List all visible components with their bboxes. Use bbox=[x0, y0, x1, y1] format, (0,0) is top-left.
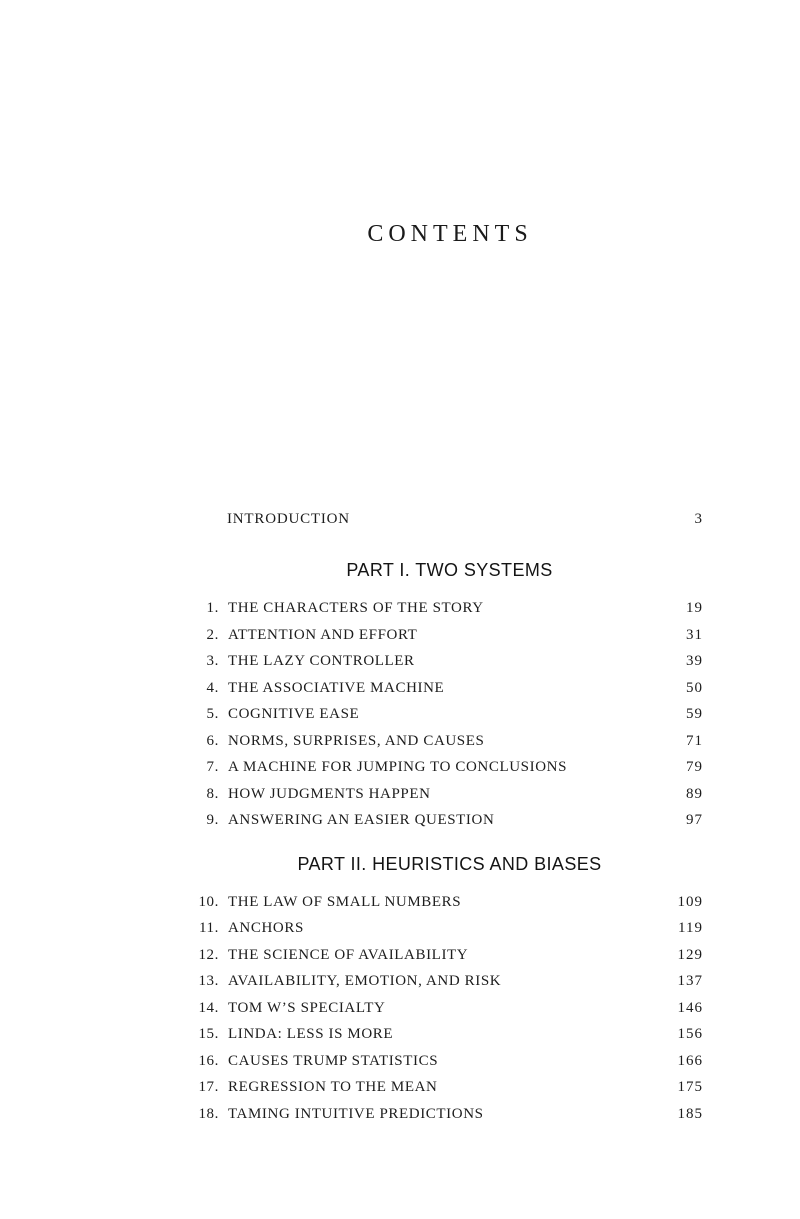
toc-entry bbox=[196, 1021, 703, 1048]
entry-number: 8. bbox=[206, 785, 219, 802]
entry-number: 13. bbox=[198, 973, 219, 989]
toc-entry bbox=[196, 675, 703, 702]
entry-title: TOM W’S SPECIALTY bbox=[228, 999, 386, 1016]
entry-page: 79 bbox=[686, 759, 703, 775]
entry-title: THE LAW OF SMALL NUMBERS bbox=[228, 893, 462, 910]
entry-page: 119 bbox=[678, 920, 703, 936]
entry-title: A MACHINE FOR JUMPING TO CONCLUSIONS bbox=[228, 759, 568, 775]
entry-title: THE SCIENCE OF AVAILABILITY bbox=[228, 946, 469, 963]
entry-title: ATTENTION AND EFFORT bbox=[228, 626, 418, 643]
entry-page: 156 bbox=[677, 1026, 703, 1042]
toc-entry bbox=[196, 595, 703, 622]
entry-title: ANSWERING AN EASIER QUESTION bbox=[228, 812, 495, 828]
table-of-contents bbox=[196, 511, 703, 1127]
entry-page: 59 bbox=[686, 706, 703, 722]
toc-entry bbox=[196, 728, 703, 755]
toc-entry bbox=[196, 942, 703, 969]
entry-title: NORMS, SURPRISES, AND CAUSES bbox=[228, 732, 485, 749]
entry-number: 15. bbox=[198, 1026, 219, 1042]
entry-title: TAMING INTUITIVE PREDICTIONS bbox=[228, 1105, 484, 1122]
entry-page: 97 bbox=[686, 812, 703, 828]
entry-number: 16. bbox=[198, 1052, 219, 1069]
toc-entry bbox=[196, 701, 703, 728]
entry-number: 10. bbox=[198, 893, 219, 910]
entry-page: 146 bbox=[677, 999, 703, 1016]
entry-page: 50 bbox=[686, 679, 703, 696]
entry-number: 9. bbox=[206, 812, 219, 828]
toc-entry bbox=[196, 1101, 703, 1128]
toc-entry bbox=[196, 622, 703, 649]
entry-number: 6. bbox=[206, 732, 219, 749]
entry-number: 12. bbox=[198, 946, 219, 963]
entry-title: CAUSES TRUMP STATISTICS bbox=[228, 1052, 439, 1069]
entry-title: THE ASSOCIATIVE MACHINE bbox=[228, 679, 445, 696]
entry-number: 17. bbox=[198, 1079, 219, 1095]
entry-page: 71 bbox=[686, 732, 703, 749]
entry-title: REGRESSION TO THE MEAN bbox=[228, 1079, 438, 1095]
entry-title: AVAILABILITY, EMOTION, AND RISK bbox=[228, 973, 502, 989]
entry-page: 185 bbox=[677, 1105, 703, 1122]
part-heading-1: PART I. TWO SYSTEMS bbox=[346, 560, 553, 580]
entry-page: 166 bbox=[677, 1052, 703, 1069]
entry-number: 11. bbox=[199, 920, 219, 936]
toc-entry bbox=[196, 889, 703, 916]
entry-page: 109 bbox=[677, 893, 703, 910]
entry-title: INTRODUCTION bbox=[227, 511, 350, 527]
toc-entry bbox=[196, 781, 703, 808]
toc-entry bbox=[196, 807, 703, 834]
entry-number: 2. bbox=[206, 626, 219, 643]
entry-page: 19 bbox=[686, 600, 703, 616]
entry-number: 7. bbox=[206, 759, 219, 775]
toc-entry bbox=[196, 1048, 703, 1075]
toc-entry bbox=[196, 754, 703, 781]
toc-entry bbox=[196, 995, 703, 1022]
entry-page: 39 bbox=[686, 653, 703, 669]
entry-number: 14. bbox=[198, 999, 219, 1016]
entry-page: 137 bbox=[677, 973, 703, 989]
entry-title: THE LAZY CONTROLLER bbox=[228, 653, 415, 669]
entry-number: 1. bbox=[206, 600, 219, 616]
entry-page: 175 bbox=[677, 1079, 703, 1095]
toc-entry bbox=[196, 915, 703, 942]
entry-page: 31 bbox=[686, 626, 703, 643]
page-title: CONTENTS bbox=[367, 221, 533, 247]
entry-number: 4. bbox=[206, 679, 219, 696]
entry-number: 5. bbox=[206, 706, 219, 722]
entry-title: HOW JUDGMENTS HAPPEN bbox=[228, 785, 431, 802]
entry-title: ANCHORS bbox=[228, 920, 304, 936]
entry-page: 89 bbox=[686, 785, 703, 802]
toc-entry-introduction bbox=[196, 511, 703, 535]
toc-entry bbox=[196, 1074, 703, 1101]
entry-page: 3 bbox=[694, 511, 703, 527]
entry-page: 129 bbox=[677, 946, 703, 963]
entry-title: LINDA: LESS IS MORE bbox=[228, 1026, 394, 1042]
part-heading-2: PART II. HEURISTICS AND BIASES bbox=[297, 853, 602, 874]
toc-entry bbox=[196, 648, 703, 675]
entry-title: THE CHARACTERS OF THE STORY bbox=[228, 600, 484, 616]
entry-number: 18. bbox=[198, 1105, 219, 1122]
toc-entry bbox=[196, 968, 703, 995]
entry-title: COGNITIVE EASE bbox=[228, 706, 360, 722]
entry-number: 3. bbox=[206, 653, 219, 669]
